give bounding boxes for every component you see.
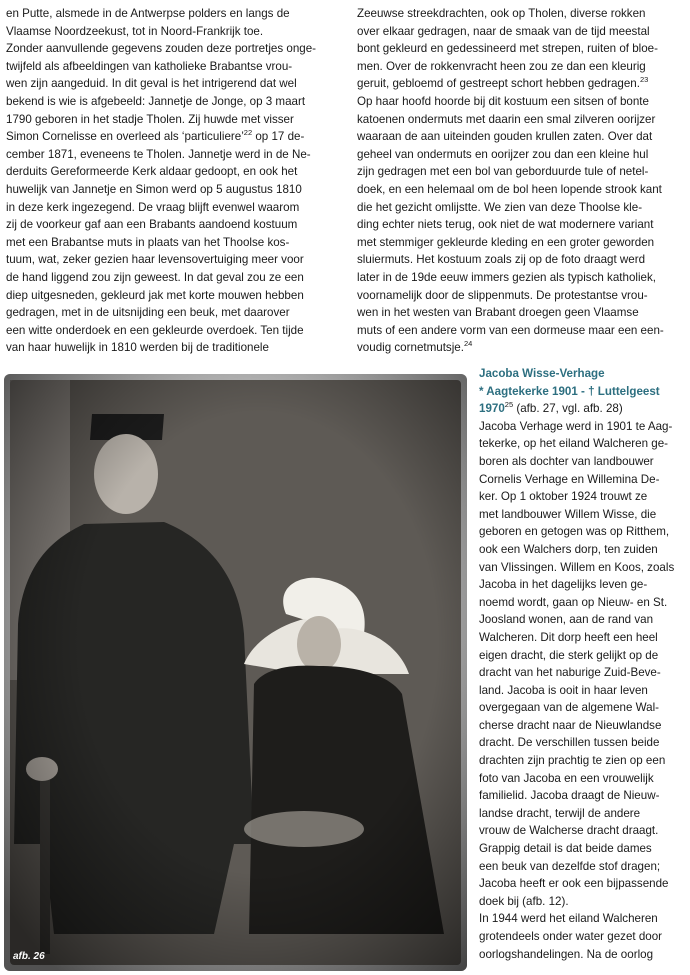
text-line: sluiermuts. Het kostuum zoals zij op de foto draagt werd — [357, 253, 646, 267]
left-text-column — [6, 5, 336, 357]
text-fragment: (afb. 27, vgl. afb. 28) — [513, 402, 623, 416]
text-line: dracht. De verschillen tussen beide — [479, 736, 660, 750]
text-line — [357, 75, 682, 93]
footnote-marker: 22 — [243, 128, 253, 138]
text-line: wen in het westen van Brabant droegen geen Vlaamse — [357, 306, 639, 320]
text-line: noemd wordt, gaan op Nieuw- en St. — [479, 595, 668, 609]
text-fragment: 1970 — [479, 402, 505, 416]
text-line: ding echter niets terug, ook niet de wat modernere variant — [357, 218, 654, 232]
article-dates-line — [479, 400, 684, 418]
article-column — [479, 365, 684, 963]
text-line: met een Brabantse muts in plaats van het Thoolse kos- — [6, 235, 290, 249]
text-line: eigen dracht, die sterk gelijkt op de — [479, 648, 659, 662]
text-line: van haar huwelijk in 1810 werden bij de traditionele — [6, 341, 269, 355]
text-line: familielid. Jacoba draagt de Nieuw- — [479, 789, 660, 803]
text-line: tuum, wat, zeker gezien haar levensovertuiging meer voor — [6, 253, 304, 267]
text-line: overgegaan van de algemene Wal- — [479, 701, 660, 715]
text-line: en Putte, alsmede in de Antwerpse polders en langs de — [6, 7, 290, 20]
text-fragment: op 17 de- — [252, 130, 305, 144]
text-fragment: voudig cornetmutsje. — [357, 341, 464, 355]
right-text-column — [357, 5, 682, 357]
text-line: tekerke, op het eiland Walcheren ge- — [479, 437, 669, 451]
text-line: later in de 19de eeuw immers gezien als typisch katholiek, — [357, 270, 657, 284]
text-line: geboren en getogen was op Ritthem, — [479, 525, 670, 539]
text-line: Jacoba in het dagelijks leven ge- — [479, 578, 648, 592]
text-line: Joosland wonen, aan de rand van — [479, 613, 654, 627]
text-line: drachten zijn prachtig te zien op een — [479, 754, 666, 768]
text-line: Cornelis Verhage en Willemina De- — [479, 472, 660, 486]
text-line: in deze kerk ingezegend. De vraag blijft evenwel waarom — [6, 200, 300, 214]
text-line: katoenen ondermuts met daarin een smal zilveren oorijzer — [357, 112, 656, 126]
text-line: Zonder aanvullende gegevens zouden deze portretjes onge- — [6, 42, 317, 56]
text-line: land. Jacoba is ooit in haar leven — [479, 683, 648, 697]
text-line: bekend is wie is afgebeeld: Jannetje de Jonge, op 3 maart — [6, 94, 306, 108]
text-line: Walcheren. Dit dorp heeft een heel — [479, 630, 658, 644]
text-line: over elkaar gedragen, naar de smaak van de tijd meestal — [357, 24, 650, 38]
text-line: In 1944 werd het eiland Walcheren — [479, 912, 658, 926]
text-line: met landbouwer Willem Wisse, die — [479, 507, 657, 521]
text-line: oorlogshandelingen. Na de oorlog — [479, 947, 654, 961]
text-line: ook een Walchers dorp, ten zuiden — [479, 542, 658, 556]
text-line: Jacoba heeft er ook een bijpassende — [479, 877, 669, 891]
text-line: huwelijk van Jannetje en Simon werd op 5 augustus 1810 — [6, 182, 302, 196]
article-dates: * Aagtekerke 1901 - † Luttelgeest — [479, 384, 660, 398]
text-line: doek, en een helemaal om de bol heen lopende strook kant — [357, 182, 662, 196]
text-fragment: geruit, gebloemd of gestreept schort hebben gedragen. — [357, 77, 640, 91]
text-line: cember 1871, eveneens te Tholen. Jannetje werd in de Ne- — [6, 147, 311, 161]
text-line: een beuk van dezelfde stof dragen; — [479, 859, 661, 873]
photo-illustration — [4, 374, 467, 971]
text-line: zij de voorkeur gaf aan een Brabants aandoend kostuum — [6, 218, 298, 232]
text-line: landse dracht, terwijl de andere — [479, 806, 641, 820]
figure-caption: afb. 26 — [13, 951, 45, 962]
text-line: Op haar hoofd hoorde bij dit kostuum een sitsen of bonte — [357, 94, 649, 108]
text-line: cherse dracht naar de Nieuwlandse — [479, 718, 662, 732]
footnote-marker: 25 — [504, 400, 514, 410]
text-line: gedragen, met in de uitsnijding een beuk, met daarover — [6, 306, 290, 320]
text-line: twijfeld als afbeeldingen van katholieke Brabantse vrou- — [6, 59, 293, 73]
footnote-marker: 24 — [463, 339, 473, 349]
text-line: waaraan de aan uiteinden gouden krullen zaten. Over dat — [357, 130, 653, 144]
text-line: voornamelijk door de slippenmuts. De protestantse vrou- — [357, 288, 648, 302]
text-line: geheel van ondermuts en oorijzer zou dan een kleine hul — [357, 147, 649, 161]
text-line: vrouw de Walcherse dracht draagt. — [479, 824, 659, 838]
text-line: grotendeels onder water gezet door — [479, 930, 663, 943]
footnote-marker: 23 — [639, 75, 649, 85]
text-line: dracht van het naburige Zuid-Beve- — [479, 666, 661, 680]
text-line: diep uitgesneden, gekleurd jak met korte mouwen hebben — [6, 288, 304, 302]
text-line: bont gekleurd en gedessineerd met strepen, ruiten of bloe- — [357, 42, 658, 56]
article-heading: Jacoba Wisse-Verhage — [479, 367, 605, 380]
text-line: zijn gedragen met een bol van geborduurde tule of netel- — [357, 165, 649, 179]
text-line: die het gezicht omlijstte. We zien van deze Thoolse kle- — [357, 200, 643, 214]
text-line: 1790 geboren in het stadje Tholen. Zij huwde met visser — [6, 112, 294, 126]
text-line: wen zijn aangeduid. In dit geval is het intrigerend dat wel — [6, 77, 297, 91]
text-line — [6, 128, 336, 146]
text-line: muts of een andere vorm van een dormeuse maar een een- — [357, 323, 664, 337]
text-line: met stemmiger gekleurde kleding en een groter geworden — [357, 235, 655, 249]
text-line: derduits Gereformeerde Kerk aldaar gedoopt, en ook het — [6, 165, 298, 179]
text-line: Grappig detail is dat beide dames — [479, 842, 652, 856]
text-line: Zeeuwse streekdrachten, ook op Tholen, diverse rokken — [357, 7, 646, 20]
text-line: foto van Jacoba en een vrouwelijk — [479, 771, 654, 785]
text-line: een witte onderdoek en een gekleurde overdoek. Ten tijde — [6, 323, 304, 337]
text-fragment: Simon Cornelisse en overleed als ‘particuliere’ — [6, 130, 244, 144]
text-line: ker. Op 1 oktober 1924 trouwt ze — [479, 490, 648, 504]
text-line: Jacoba Verhage werd in 1901 te Aag- — [479, 419, 673, 433]
text-line: doek bij (afb. 12). — [479, 894, 569, 908]
text-line: de hand liggend zou zijn geweest. In dat geval zou ze een — [6, 270, 304, 284]
text-line: van Vlissingen. Willem en Koos, zoals — [479, 560, 675, 574]
text-line: men. Over de rokkenvracht heen zou ze dan een kleurig — [357, 59, 646, 73]
text-line: Vlaamse Noordzeekust, tot in Noord-Frankrijk toe. — [6, 24, 264, 38]
portrait-photo — [4, 374, 467, 971]
photo-vignette — [4, 374, 467, 971]
text-line — [357, 339, 682, 357]
text-line: boren als dochter van landbouwer — [479, 454, 654, 468]
